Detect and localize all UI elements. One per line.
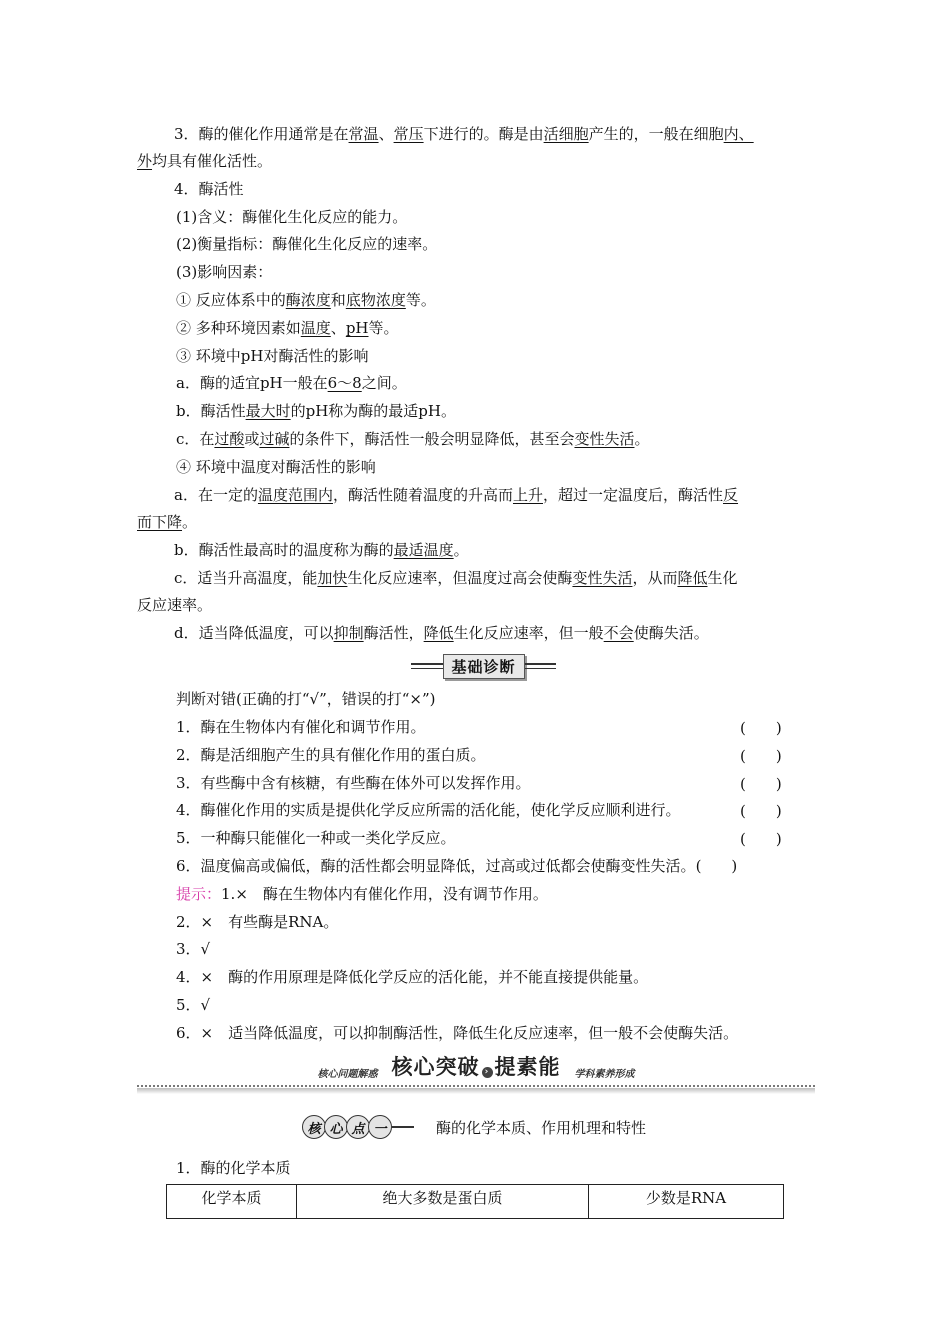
- para3-line1: 3．酶的催化作用通常是在常温、常压下进行的。酶是由活细胞产生的，一般在细胞内、: [174, 125, 754, 143]
- section1-heading: 1．酶的化学本质: [176, 1159, 291, 1177]
- question-1: 1．酶在生物体内有催化和调节作用。: [176, 718, 426, 736]
- table-row: [167, 1185, 784, 1219]
- banner-dotted-rule: [137, 1085, 815, 1087]
- badge-char: 心: [324, 1115, 348, 1139]
- hint-6: 6．× 适当降低温度，可以抑制酶活性，降低生化反应速率，但一般不会使酶失活。: [176, 1024, 739, 1042]
- hint-label: 提示：: [176, 885, 222, 903]
- factor-4b: b．酶活性最高时的温度称为酶的最适温度。: [174, 541, 469, 559]
- factor-4c-line2: 反应速率。: [137, 596, 213, 614]
- question-5: 5．一种酶只能催化一种或一类化学反应。: [176, 829, 456, 847]
- banner-rule-left: [411, 663, 443, 669]
- measure-line: (2)衡量指标：酶催化生化反应的速率。: [176, 235, 438, 253]
- badge-char: 核: [302, 1115, 326, 1139]
- answer-paren-2: ( ): [740, 747, 782, 765]
- hint-1: 提示：1.× 酶在生物体内有催化作用，没有调节作用。: [176, 885, 548, 903]
- banner-title: 基础诊断: [443, 654, 525, 679]
- arrow-circle-icon: ›: [482, 1067, 493, 1078]
- hint-3: 3．√: [176, 940, 211, 958]
- banner-left-caption: 核心问题解惑: [317, 1069, 378, 1080]
- answer-paren-1: ( ): [740, 719, 782, 737]
- hint-2: 2．× 有些酶是RNA。: [176, 913, 339, 931]
- factor-2: ② 多种环境因素如温度、pH等。: [176, 319, 399, 337]
- core-point-header: [302, 1115, 646, 1139]
- table-cell: 化学本质: [167, 1185, 297, 1219]
- badge-char: 点: [346, 1115, 370, 1139]
- factors-line: (3)影响因素：: [176, 263, 273, 281]
- badge-tail: [392, 1126, 414, 1128]
- question-2: 2．酶是活细胞产生的具有催化作用的蛋白质。: [176, 746, 486, 764]
- hint-4: 4．× 酶的作用原理是降低化学反应的活化能，并不能直接提供能量。: [176, 968, 649, 986]
- table-cell: 绝大多数是蛋白质: [297, 1185, 589, 1219]
- factor-4d: d．适当降低温度，可以抑制酶活性，降低生化反应速率，但一般不会使酶失活。: [174, 624, 709, 642]
- banner-main-title: 核心突破 › 提素能: [391, 1055, 561, 1079]
- factor-4a-line1: a．在一定的温度范围内，酶活性随着温度的升高而上升，超过一定温度后，酶活性反: [174, 486, 739, 504]
- factor-3c: c．在过酸或过碱的条件下，酶活性一般会明显降低，甚至会变性失活。: [176, 430, 650, 448]
- factor-3a: a．酶的适宜pH一般在6～8之间。: [176, 374, 407, 392]
- table-cell: 少数是RNA: [589, 1185, 784, 1219]
- chemical-nature-table: [166, 1184, 784, 1219]
- para3-line2: 外均具有催化活性。: [137, 152, 273, 170]
- banner-shadow-bar: [137, 1088, 815, 1094]
- factor-4: ④ 环境中温度对酶活性的影响: [176, 458, 376, 476]
- question-6: 6．温度偏高或偏低，酶的活性都会明显降低，过高或过低都会使酶变性失活。( ): [176, 857, 738, 875]
- core-point-badge: [302, 1115, 414, 1139]
- factor-3: ③ 环境中pH对酶活性的影响: [176, 347, 369, 365]
- banner-rule-right: [525, 663, 557, 669]
- answer-paren-4: ( ): [740, 802, 782, 820]
- hint-5: 5．√: [176, 996, 211, 1014]
- answer-paren-6: ( ): [695, 857, 738, 875]
- factor-4a-line2: 而下降。: [137, 513, 198, 531]
- meaning-line: (1)含义：酶催化生化反应的能力。: [176, 208, 408, 226]
- question-4: 4．酶催化作用的实质是提供化学反应所需的活化能，使化学反应顺利进行。: [176, 801, 681, 819]
- core-point-title: 酶的化学本质、作用机理和特性: [436, 1118, 647, 1137]
- core-breakthrough-banner: [137, 1056, 815, 1092]
- banner-right-caption: 学科素养形成: [574, 1069, 635, 1080]
- diagnosis-intro: 判断对错(正确的打“√”，错误的打“×”): [176, 690, 436, 708]
- basic-diagnosis-banner: [411, 654, 556, 678]
- factor-3b: b．酶活性最大时的pH称为酶的最适pH。: [176, 402, 456, 420]
- badge-char: 一: [368, 1115, 392, 1139]
- answer-paren-3: ( ): [740, 775, 782, 793]
- question-3: 3．有些酶中含有核糖，有些酶在体外可以发挥作用。: [176, 774, 531, 792]
- enzyme-activity-heading: 4．酶活性: [174, 180, 244, 198]
- factor-4c-line1: c．适当升高温度，能加快生化反应速率，但温度过高会使酶变性失活，从而降低生化: [174, 569, 738, 587]
- answer-paren-5: ( ): [740, 830, 782, 848]
- factor-1: ① 反应体系中的酶浓度和底物浓度等。: [176, 291, 436, 309]
